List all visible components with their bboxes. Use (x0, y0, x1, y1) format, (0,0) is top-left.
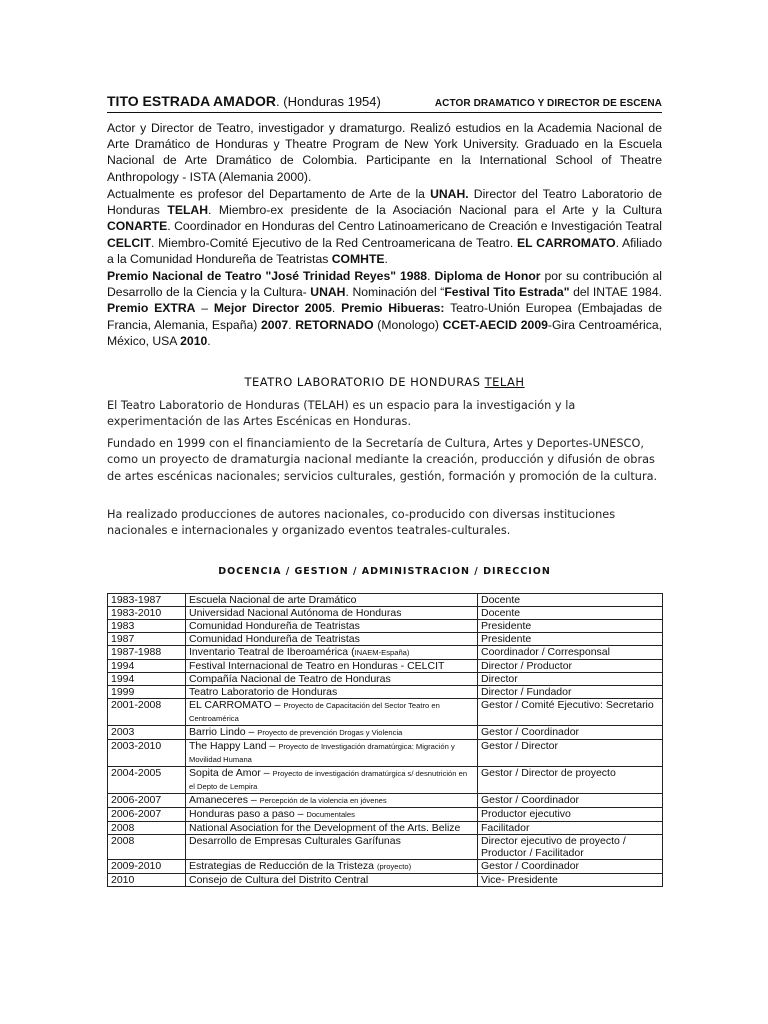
institution-cell (186, 699, 478, 726)
institution-cell (186, 822, 478, 835)
institution-name: Consejo de Cultura del Distrito Central (189, 874, 369, 886)
role-cell: Director ejecutivo de proyecto / Productor / Facilitador (478, 835, 663, 860)
institution-cell (186, 726, 478, 740)
institution-cell (186, 646, 478, 660)
institution-name: Estrategias de Reducción de la Tristeza (189, 860, 377, 872)
institution-name: Desarrollo de Empresas Culturales Garífunas (189, 835, 401, 847)
institution-cell (186, 874, 478, 887)
bio-text: . Nominación del “ (345, 285, 445, 300)
institution-cell (186, 794, 478, 808)
institution-note: INAEM-España) (354, 648, 410, 657)
table-row (108, 726, 663, 740)
institution-name: Compañía Nacional de Teatro de Honduras (189, 673, 391, 685)
role-cell: Director / Productor (478, 660, 663, 673)
table-row (108, 874, 663, 887)
year-cell: 1999 (108, 686, 186, 699)
year-cell: 2006-2007 (108, 794, 186, 808)
bio-emphasis: CCET-AECID 2009 (442, 317, 548, 332)
table-row (108, 646, 663, 660)
table-row (108, 633, 663, 646)
year-cell: 1983 (108, 620, 186, 633)
telah-paragraph-3: Ha realizado producciones de autores nacionales, co-producido con diversas instituciones nacionales e internacionales y organizado eventos teatrales-culturales. (107, 508, 616, 538)
telah-paragraph-1: El Teatro Laboratorio de Honduras (TELAH) es un espacio para la investigación y la experimentación de las Artes Escénicas en Honduras. (107, 399, 576, 429)
telah-section-title (107, 375, 662, 389)
bio-emphasis: TELAH (167, 203, 208, 218)
institution-name: Teatro Laboratorio de Honduras (189, 686, 338, 698)
role-cell: Gestor / Coordinador (478, 794, 663, 808)
bio-text: por su contribución al Desarrollo de la Ciencia y la Cultura- (107, 269, 662, 300)
institution-name: Comunidad Hondureña de Teatristas (189, 620, 360, 632)
year-cell: 1983-2010 (108, 607, 186, 620)
bio-emphasis: Premio EXTRA (107, 301, 196, 316)
table-row (108, 767, 663, 794)
bio-text: (Monologo) (373, 317, 443, 332)
role-cell: Gestor / Comité Ejecutivo: Secretario (478, 699, 663, 726)
telah-title-acronym: TELAH (484, 375, 525, 389)
bio-emphasis: UNAH. (430, 187, 469, 201)
table-row (108, 835, 663, 860)
year-cell: 1987 (108, 633, 186, 646)
year-cell: 2003 (108, 726, 186, 740)
table-row (108, 660, 663, 673)
cv-header (107, 90, 662, 113)
year-cell: 2003-2010 (108, 740, 186, 767)
year-cell: 1994 (108, 660, 186, 673)
institution-name: EL CARROMATO – (189, 699, 284, 711)
bio-text: . (207, 333, 211, 348)
table-row (108, 808, 663, 822)
bio-text: . Miembro-Comité Ejecutivo de la Red Centroamericana de Teatro. (151, 235, 518, 250)
year-cell: 2006-2007 (108, 808, 186, 822)
table-row (108, 673, 663, 686)
year-cell: 2004-2005 (108, 767, 186, 794)
role-cell: Facilitador (478, 822, 663, 835)
year-cell: 1983-1987 (108, 594, 186, 607)
role-cell: Vice- Presidente (478, 874, 663, 887)
year-cell: 2008 (108, 822, 186, 835)
experience-table (107, 593, 663, 887)
year-cell: 2009-2010 (108, 860, 186, 874)
table-row (108, 594, 663, 607)
person-origin: Honduras 1954 (287, 94, 377, 109)
institution-cell (186, 607, 478, 620)
bio-emphasis: CELCIT (107, 235, 152, 250)
institution-note: Proyecto de Capacitación del Sector Teatro en Centroamérica (189, 701, 440, 723)
institution-cell (186, 835, 478, 860)
bio-emphasis: Festival Tito Estrada" (444, 285, 570, 300)
year-cell: 1987-1988 (108, 646, 186, 660)
telah-paragraph-2: Fundado en 1999 con el financiamiento de la Secretaría de Cultura, Artes y Deportes-UNESCO, como un proyecto de dramaturgia nacional mediante la creación, producción y difusión de obras de artes escénicas nacionales; servicios culturales, gestión, formación y promoción de la cultura. (107, 437, 658, 483)
bio-text: . Coordinador en Honduras del Centro Latinoamericano de Creación e Investigación Teatral (167, 219, 662, 234)
institution-note: (proyecto) (376, 862, 412, 871)
bio-text: -Gira Centroamérica, México, USA (107, 317, 662, 348)
header-name-line: TITO ESTRADA AMADOR. (Honduras 1954) (107, 93, 381, 109)
bio-emphasis: CONARTE (107, 219, 168, 234)
institution-name: Inventario Teatral de Iberoamérica ( (189, 646, 355, 658)
bio-text: Teatro-Unión Europea (Embajadas de Francia, Alemania, España) (107, 301, 662, 332)
institution-name: National Asociation for the Development of the Arts. Belize (189, 822, 461, 834)
institution-name: Honduras paso a paso – (189, 808, 307, 820)
role-cell: Gestor / Director (478, 740, 663, 767)
role-cell: Director (478, 673, 663, 686)
role-cell: Presidente (478, 620, 663, 633)
bio-text: Director del Teatro Laboratorio de Honduras (107, 187, 662, 218)
role-cell: Gestor / Coordinador (478, 860, 663, 874)
role-cell: Gestor / Coordinador (478, 726, 663, 740)
year-cell: 1994 (108, 673, 186, 686)
institution-name: Sopita de Amor – (189, 767, 273, 779)
institution-note: Proyecto de prevención Drogas y Violencia (257, 728, 403, 737)
institution-cell (186, 686, 478, 699)
role-cell: Productor ejecutivo (478, 808, 663, 822)
table-row (108, 822, 663, 835)
bio-text: – (195, 301, 214, 316)
institution-cell (186, 808, 478, 822)
institution-name: The Happy Land – (189, 740, 279, 752)
institution-cell (186, 740, 478, 767)
professional-title: ACTOR DRAMATICO Y DIRECTOR DE ESCENA (434, 98, 662, 109)
role-cell: Docente (478, 594, 663, 607)
bio-emphasis: COMHTE (331, 251, 385, 266)
institution-note: Documentales (306, 810, 355, 819)
table-row (108, 686, 663, 699)
role-cell: Presidente (478, 633, 663, 646)
bio-text: . (427, 269, 435, 283)
institution-name: Amaneceres – (189, 794, 260, 806)
bio-emphasis: 2010 (180, 333, 208, 348)
institution-name: Barrio Lindo – (189, 726, 258, 738)
bio-text: . (384, 251, 388, 266)
bio-emphasis: Diploma de Honor (434, 269, 541, 283)
bio-paragraph-1: Actor y Director de Teatro, investigador y dramaturgo. Realizó estudios en la Academia Nacional de Arte Dramático de Honduras y Theatre Program de New York University. Graduado en la Escuela Nacional de Arte Dramático de Colombia. Participante en la International School of Theatre Anthropology - ISTA (Alemania 2000). (107, 121, 662, 184)
bio-text: . (331, 301, 342, 316)
role-cell: Docente (478, 607, 663, 620)
bio-emphasis: RETORNADO (295, 317, 374, 332)
role-cell: Director / Fundador (478, 686, 663, 699)
year-cell: 2010 (108, 874, 186, 887)
year-cell: 2008 (108, 835, 186, 860)
bio-emphasis: Mejor Director 2005 (213, 301, 332, 316)
bio-paragraph-2 (107, 186, 662, 267)
table-row (108, 620, 663, 633)
bio-text: . Afiliado a la Comunidad Hondureña de Teatristas (107, 235, 662, 266)
table-row (108, 794, 663, 808)
institution-cell (186, 660, 478, 673)
institution-name: Escuela Nacional de arte Dramático (189, 594, 357, 606)
experience-table-title: DOCENCIA / GESTION / ADMINISTRACION / DIRECCION (218, 566, 551, 577)
bio-emphasis: Premio Nacional de Teatro "José Trinidad Reyes" 1988 (107, 269, 428, 283)
institution-note: Proyecto de investigación dramatúrgica s/ desnutrición en el Depto de Lempira (189, 769, 468, 791)
bio-text: Actualmente es profesor del Departamento de Arte de la (107, 187, 431, 201)
experience-table-body (108, 594, 663, 887)
table-row (108, 607, 663, 620)
institution-cell (186, 767, 478, 794)
bio-emphasis: 2007 (261, 317, 289, 332)
institution-note: Percepción de la violencia en jóvenes (259, 796, 387, 805)
role-cell: Gestor / Director de proyecto (478, 767, 663, 794)
bio-emphasis: UNAH (310, 285, 346, 300)
institution-cell (186, 633, 478, 646)
institution-cell (186, 673, 478, 686)
bio-text: . (288, 317, 296, 332)
institution-cell (186, 620, 478, 633)
bio-emphasis: EL CARROMATO (517, 235, 616, 250)
table-row (108, 699, 663, 726)
role-cell: Coordinador / Corresponsal (478, 646, 663, 660)
bio-text: del INTAE 1984. (569, 285, 662, 300)
table-row (108, 860, 663, 874)
bio-emphasis: Premio Hibueras: (341, 301, 445, 316)
bio-paragraph-3 (107, 268, 662, 349)
institution-name: Comunidad Hondureña de Teatristas (189, 633, 360, 645)
person-name: TITO ESTRADA AMADOR (107, 93, 277, 109)
institution-note: Proyecto de Investigación dramatúrgica: Migración y Movilidad Humana (189, 742, 455, 764)
telah-title-text: TEATRO LABORATORIO DE HONDURAS (244, 375, 481, 389)
institution-name: Universidad Nacional Autónoma de Honduras (189, 607, 402, 619)
year-cell: 2001-2008 (108, 699, 186, 726)
institution-cell (186, 860, 478, 874)
bio-text: . Miembro-ex presidente de la Asociación Nacional para el Arte y la Cultura (208, 203, 662, 218)
institution-name: Festival Internacional de Teatro en Honduras - CELCIT (189, 660, 445, 672)
institution-cell (186, 594, 478, 607)
table-row (108, 740, 663, 767)
